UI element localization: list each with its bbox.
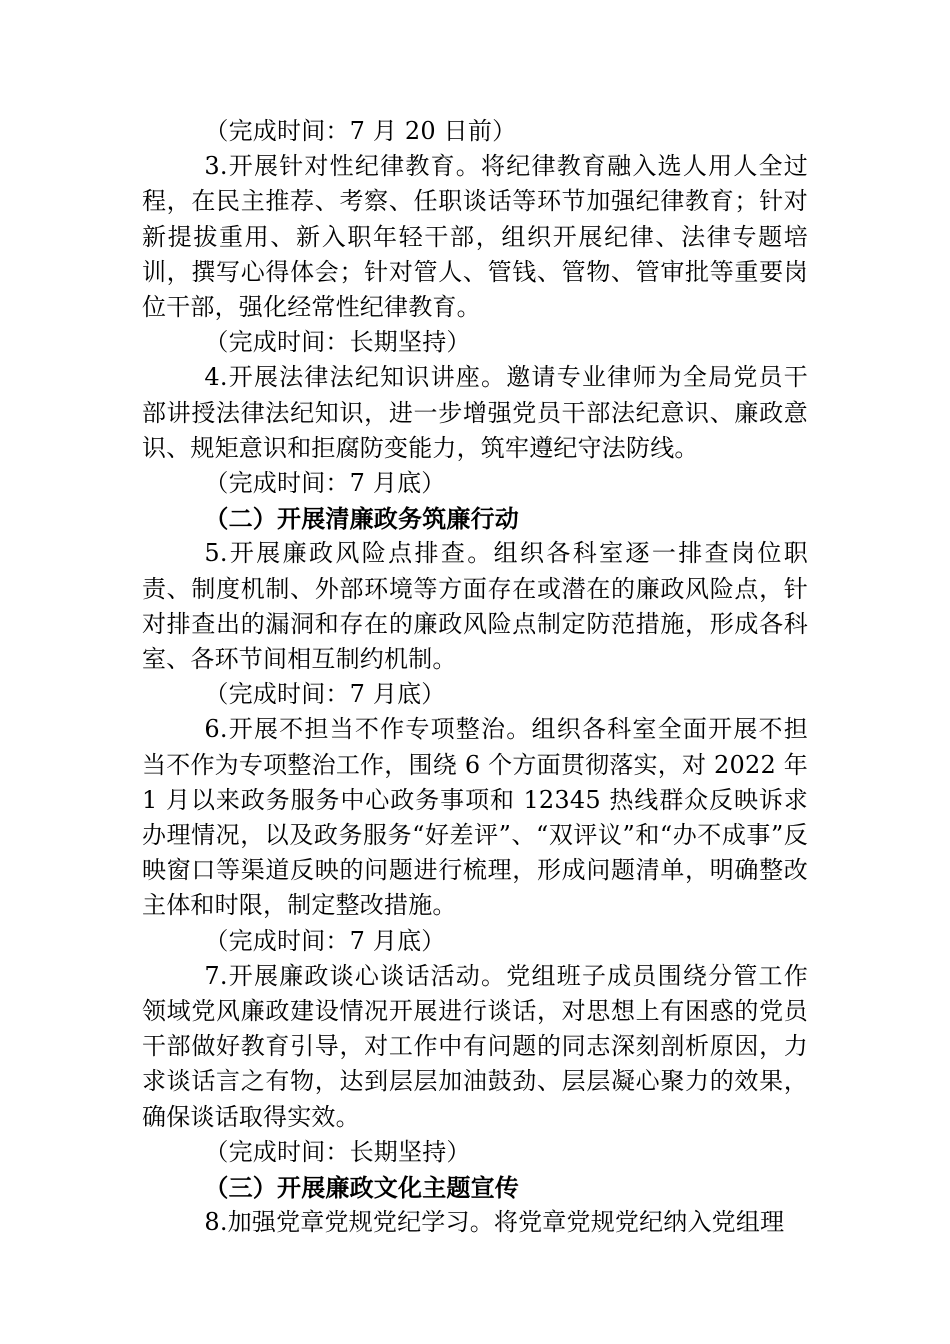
completion-time-note: （完成时间：7 月底） (204, 469, 446, 498)
completion-time-note: （完成时间：7 月底） (204, 926, 446, 955)
completion-time-note: （完成时间：7 月底） (204, 680, 446, 709)
completion-time-note: （完成时间：长期坚持） (204, 1137, 471, 1166)
body-paragraph: 7.开展廉政谈心谈话活动。党组班子成员围绕分管工作领域党风廉政建设情况开展进行谈话，对思想上有困惑的党员干部做好教育引导，对工作中有问题的同志深刻剖析原因，力求谈话言之有物，达到层层加油鼓劲、层层凝心聚力的效果，确保谈话取得实效。 (142, 961, 808, 1131)
body-paragraph: 3.开展针对性纪律教育。将纪律教育融入选人用人全过程，在民主推荐、考察、任职谈话等环节加强纪律教育；针对新提拔重用、新入职年轻干部，组织开展纪律、法律专题培训，撰写心得体会；针对管人、管钱、管物、管审批等重要岗位干部，强化经常性纪律教育。 (142, 152, 808, 322)
completion-time-note: （完成时间：7 月 20 日前） (204, 117, 517, 145)
body-paragraph: 6.开展不担当不作专项整治。组织各科室全面开展不担当不作为专项整治工作，围绕 6 个方面贯彻落实，对 2022 年 1 月以来政务服务中心政务事项和 12345 热线群众反映诉求办理情况，以及政务服务“好差评”、“双评议”和“办不成事”反映窗口等渠道反映的问题进行梳理，形成问题清单，明确整改主体和时限，制定整改措施。 (142, 715, 808, 920)
body-paragraph: 4.开展法律法纪知识讲座。邀请专业律师为全局党员干部讲授法律法纪知识，进一步增强党员干部法纪意识、廉政意识、规矩意识和拒腐防变能力，筑牢遵纪守法防线。 (142, 363, 808, 462)
body-paragraph: 8.加强党章党规党纪学习。将党章党规党纪纳入党组理 (204, 1208, 785, 1237)
completion-time-note: （完成时间：长期坚持） (204, 328, 471, 357)
body-paragraph: 5.开展廉政风险点排查。组织各科室逐一排查岗位职责、制度机制、外部环境等方面存在或潜在的廉政风险点，针对排查出的漏洞和存在的廉政风险点制定防范措施，形成各科室、各环节间相互制约机制。 (142, 539, 808, 674)
section-heading: （三）开展廉政文化主题宣传 (204, 1173, 519, 1203)
document-body (142, 114, 808, 1241)
section-heading: （二）开展清廉政务筑廉行动 (204, 504, 519, 534)
